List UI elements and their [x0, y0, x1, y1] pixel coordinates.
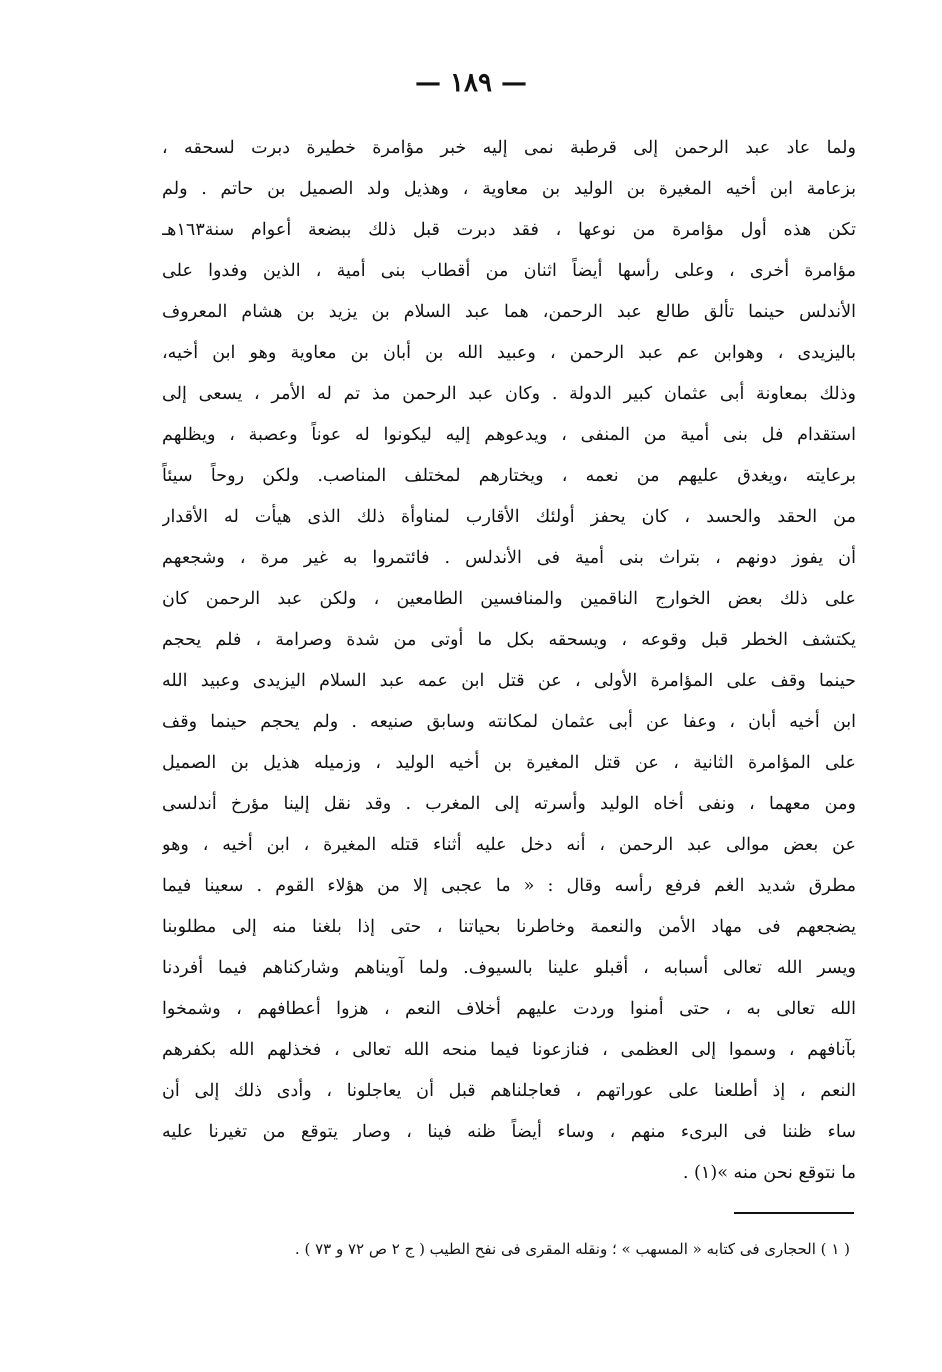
- text-line: ومن معهما ، ونفى أخاه الوليد وأسرته إلى المغرب . وقد نقل إلينا مؤرخ أندلسى: [162, 794, 856, 814]
- text-line: عن بعض موالى عبد الرحمن ، أنه دخل عليه أثناء قتله المغيرة ، ابن أخيه ، وهو: [162, 835, 856, 855]
- text-line: ابن أخيه أبان ، وعفا عن أبى عثمان لمكانته وسابق صنيعه . ولم يحجم حينما وقف: [162, 712, 856, 732]
- text-line: على المؤامرة الثانية ، عن قتل المغيرة بن أخيه الوليد ، وزميله هذيل بن الصميل: [162, 753, 856, 773]
- text-line: استقدام فل بنى أمية من المنفى ، ويدعوهم إليه ليكونوا له عوناً وعصبة ، ويظلهم: [162, 425, 856, 445]
- text-line: بزعامة ابن أخيه المغيرة بن الوليد بن معاوية ، وهذيل ولد الصميل بن حاتم . ولم: [162, 179, 856, 199]
- text-line: بآنافهم ، وسموا إلى العظمى ، فنازعونا فيما منحه الله تعالى ، فخذلهم الله بكفرهم: [162, 1040, 856, 1060]
- body-text: [162, 128, 856, 1194]
- text-line: يضجعهم فى مهاد الأمن والنعمة وخاطرنا بحياتنا ، حتى إذا بلغنا منه إلى مطلوبنا: [162, 917, 856, 937]
- text-line: تكن هذه أول مؤامرة من نوعها ، فقد دبرت قبل ذلك ببضعة أعوام سنة١٦٣هـ: [162, 220, 856, 240]
- text-line: الأندلس حينما تألق طالع عبد الرحمن، هما عبد السلام بن يزيد بن هشام المعروف: [162, 302, 856, 322]
- text-line: ساء ظننا فى البرىء منهم ، وساء أيضاً ظنه فينا ، وصار يتوقع من تغيرنا عليه: [162, 1122, 856, 1142]
- text-line: النعم ، إذ أطلعنا على عوراتهم ، فعاجلناهم قبل أن يعاجلونا ، وأدى ذلك إلى أن: [162, 1081, 856, 1101]
- text-line: حينما وقف على المؤامرة الأولى ، عن قتل ابن عمه عبد السلام اليزيدى وعبيد الله: [162, 671, 856, 691]
- page-number: — ١٨٩ —: [414, 68, 528, 98]
- text-line: مؤامرة أخرى ، وعلى رأسها أيضاً اثنان من أقطاب بنى أمية ، الذين وفدوا على: [162, 261, 856, 281]
- text-line: برعايته ،ويغدق عليهم من نعمه ، ويختارهم لمختلف المناصب. ولكن روحاً سيئاً: [162, 466, 856, 486]
- text-line: ولما عاد عبد الرحمن إلى قرطبة نمى إليه خبر مؤامرة خطيرة دبرت لسحقه ،: [162, 138, 856, 158]
- footnote-divider: [734, 1212, 854, 1214]
- text-line: وذلك بمعاونة أبى عثمان كبير الدولة . وكان عبد الرحمن مذ تم له الأمر ، يسعى إلى: [162, 384, 856, 404]
- text-line: يكتشف الخطر قبل وقوعه ، ويسحقه بكل ما أوتى من شدة وصرامة ، فلم يحجم: [162, 630, 856, 650]
- footnote: ( ١ ) الحجارى فى كتابه « المسهب » ؛ ونقله المقرى فى نفح الطيب ( ج ٢ ص ٧٢ و ٧٣ ) .: [294, 1240, 850, 1258]
- text-line: ويسر الله تعالى أسبابه ، أقبلو علينا بالسيوف. ولما آويناهم وشاركناهم فيما أفردنا: [162, 958, 856, 978]
- text-line: على ذلك بعض الخوارج الناقمين والمنافسين الطامعين ، ولكن عبد الرحمن كان: [162, 589, 856, 609]
- text-line: مطرق شديد الغم فرفع رأسه وقال : « ما عجبى إلا من هؤلاء القوم . سعينا فيما: [162, 876, 856, 896]
- text-line: الله تعالى به ، حتى أمنوا وردت عليهم أخلاف النعم ، هزوا أعطافهم ، وشمخوا: [162, 999, 856, 1019]
- text-line: ما نتوقع نحن منه »(١) .: [682, 1163, 856, 1183]
- text-line: من الحقد والحسد ، كان يحفز أولئك الأقارب لمناوأة ذلك الذى هيأت له الأقدار: [162, 507, 856, 527]
- text-line: أن يفوز دونهم ، بتراث بنى أمية فى الأندلس . فائتمروا به غير مرة ، وشجعهم: [162, 548, 856, 568]
- text-line: باليزيدى ، وهوابن عم عبد الرحمن ، وعبيد الله بن أبان بن معاوية وهو ابن أخيه،: [162, 343, 856, 363]
